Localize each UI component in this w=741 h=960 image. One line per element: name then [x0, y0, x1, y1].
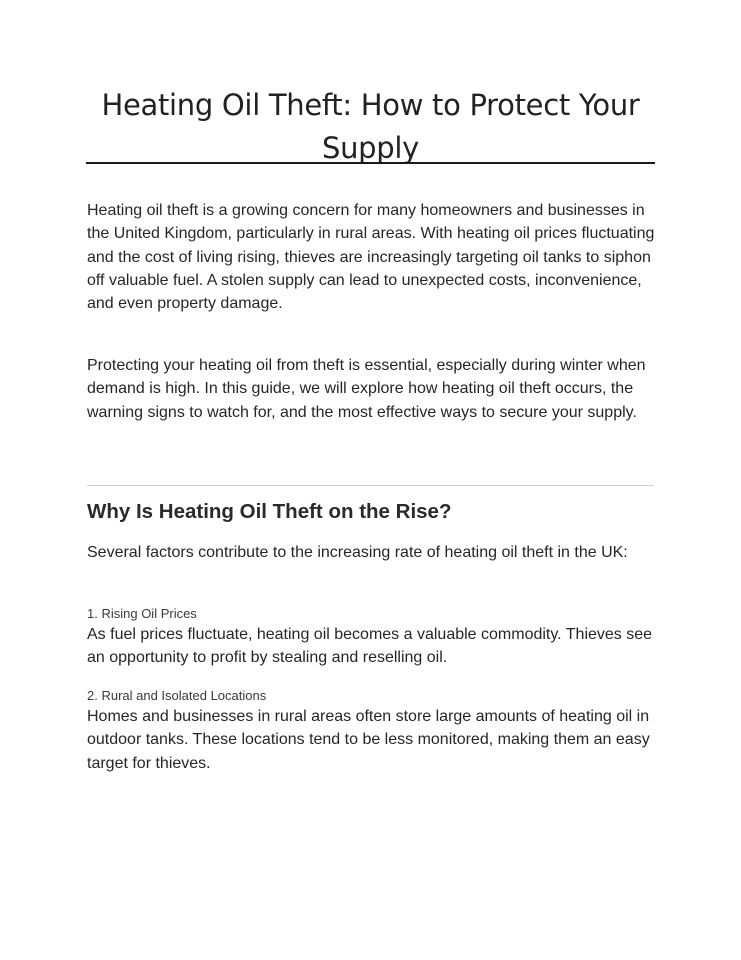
title-underline	[86, 162, 655, 164]
list-item-label: 1. Rising Oil Prices	[87, 606, 197, 621]
section-divider	[87, 485, 654, 486]
section-intro: Several factors contribute to the increasing rate of heating oil theft in the UK:	[87, 544, 628, 561]
list-item-body: As fuel prices fluctuate, heating oil becomes a valuable commodity. Thieves see an opportunity to profit by stealing and reselling oil.	[87, 626, 653, 667]
list-item-label: 2. Rural and Isolated Locations	[87, 688, 267, 703]
list-item-body: Homes and businesses in rural areas often store large amounts of heating oil in outdoor tanks. These locations tend to be less monitored, making them an easy target for thieves.	[87, 708, 650, 772]
section-heading: Why Is Heating Oil Theft on the Rise?	[87, 500, 452, 523]
intro-paragraph: Protecting your heating oil from theft is essential, especially during winter when demand is high. In this guide, we will explore how heating oil theft occurs, the warning signs to watch for, and the most effective ways to secure your supply.	[87, 357, 646, 421]
intro-paragraph: Heating oil theft is a growing concern for many homeowners and businesses in the United Kingdom, particularly in rural areas. With heating oil prices fluctuating and the cost of living rising, thieves are increasingly targeting oil tanks to siphon off valuable fuel. A stolen supply can lead to unexpected costs, inconvenience, and even property damage.	[87, 202, 655, 313]
document-title: Heating Oil Theft: How to Protect Your Supply	[101, 88, 640, 165]
